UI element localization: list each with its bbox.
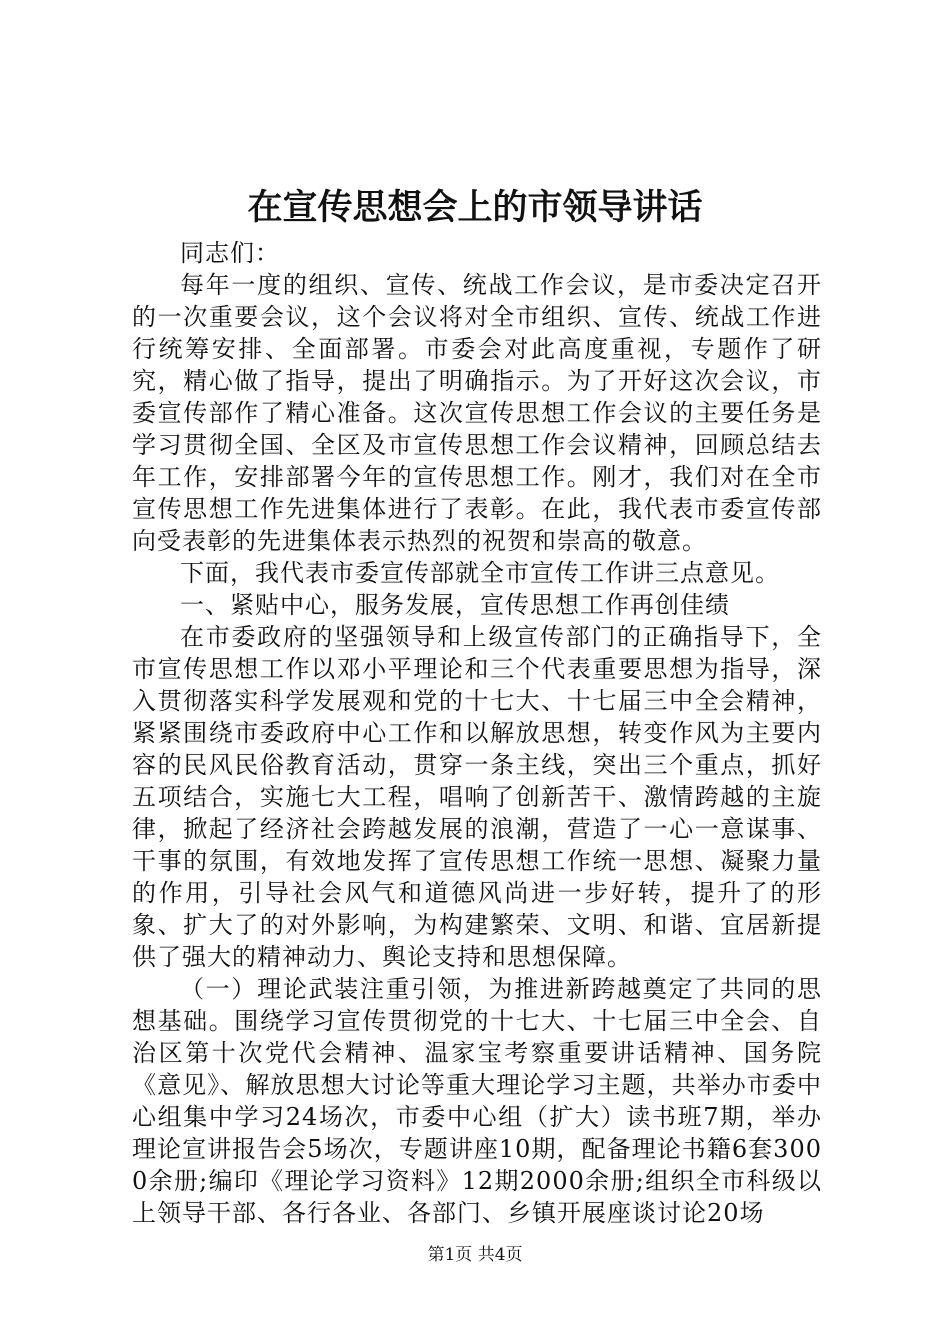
section-heading-one: 一、紧贴中心，服务发展，宣传思想工作再创佳绩 <box>180 591 730 619</box>
document-title: 在宣传思想会上的市领导讲话 <box>247 187 703 228</box>
intro-paragraph: 每年一度的组织、宣传、统战工作会议，是市委决定召开的一次重要会议，这个会议将对全市组织、宣传、统战工作进行统筹安排、全面部署。市委会对此高度重视，专题作了研究，精心做了指导，提出了明确指示。为了开好这次会议，市委宣传部作了精心准备。这次宣传思想工作会议的主要任务是学习贯彻全国、全区及市宣传思想工作会议精神，回顾总结去年工作，安排部署今年的宣传思想工作。刚才，我们对在全市宣传思想工作先进集体进行了表彰。在此，我代表市委宣传部向受表彰的先进集体表示热烈的祝贺和崇高的敬意。 <box>132 271 822 555</box>
section-one-paragraph: 在市委政府的坚强领导和上级宣传部门的正确指导下，全市宣传思想工作以邓小平理论和三个代表重要思想为指导，深入贯彻落实科学发展观和党的十七大、十七届三中全会精神，紧紧围绕市委政府中心工作和以解放思想，转变作风为主要内容的民风民俗教育活动，贯穿一条主线，突出三个重点，抓好五项结合，实施七大工程，唱响了创新苦干、激情跨越的主旋律，掀起了经济社会跨越发展的浪潮，营造了一心一意谋事、干事的氛围，有效地发挥了宣传思想工作统一思想、凝聚力量的作用，引导社会风气和道德风尚进一步好转，提升了的形象、扩大了的对外影响，为构建繁荣、文明、和谐、宜居新提供了强大的精神动力、舆论支持和思想保障。 <box>132 623 822 971</box>
subsection-one-paragraph: （一）理论武装注重引领，为推进新跨越奠定了共同的思想基础。围绕学习宣传贯彻党的十七大、十七届三中全会、自治区第十次党代会精神、温家宝考察重要讲话精神、国务院《意见》、解放思想大讨论等重大理论学习主题，共举办市委中心组集中学习24场次，市委中心组（扩大）读书班7期，举办理论宣讲报告会5场次，专题讲座10期，配备理论书籍6套3000余册;编印《理论学习资料》12期2000余册;组织全市科级以上领导干部、各行各业、各部门、乡镇开展座谈讨论20场 <box>132 975 822 1227</box>
salutation-paragraph: 同志们： <box>180 239 280 267</box>
page-number-footer: 第1页 共4页 <box>427 1245 523 1265</box>
outline-paragraph: 下面，我代表市委宣传部就全市宣传工作讲三点意见。 <box>180 559 780 587</box>
document-body <box>132 237 822 1229</box>
